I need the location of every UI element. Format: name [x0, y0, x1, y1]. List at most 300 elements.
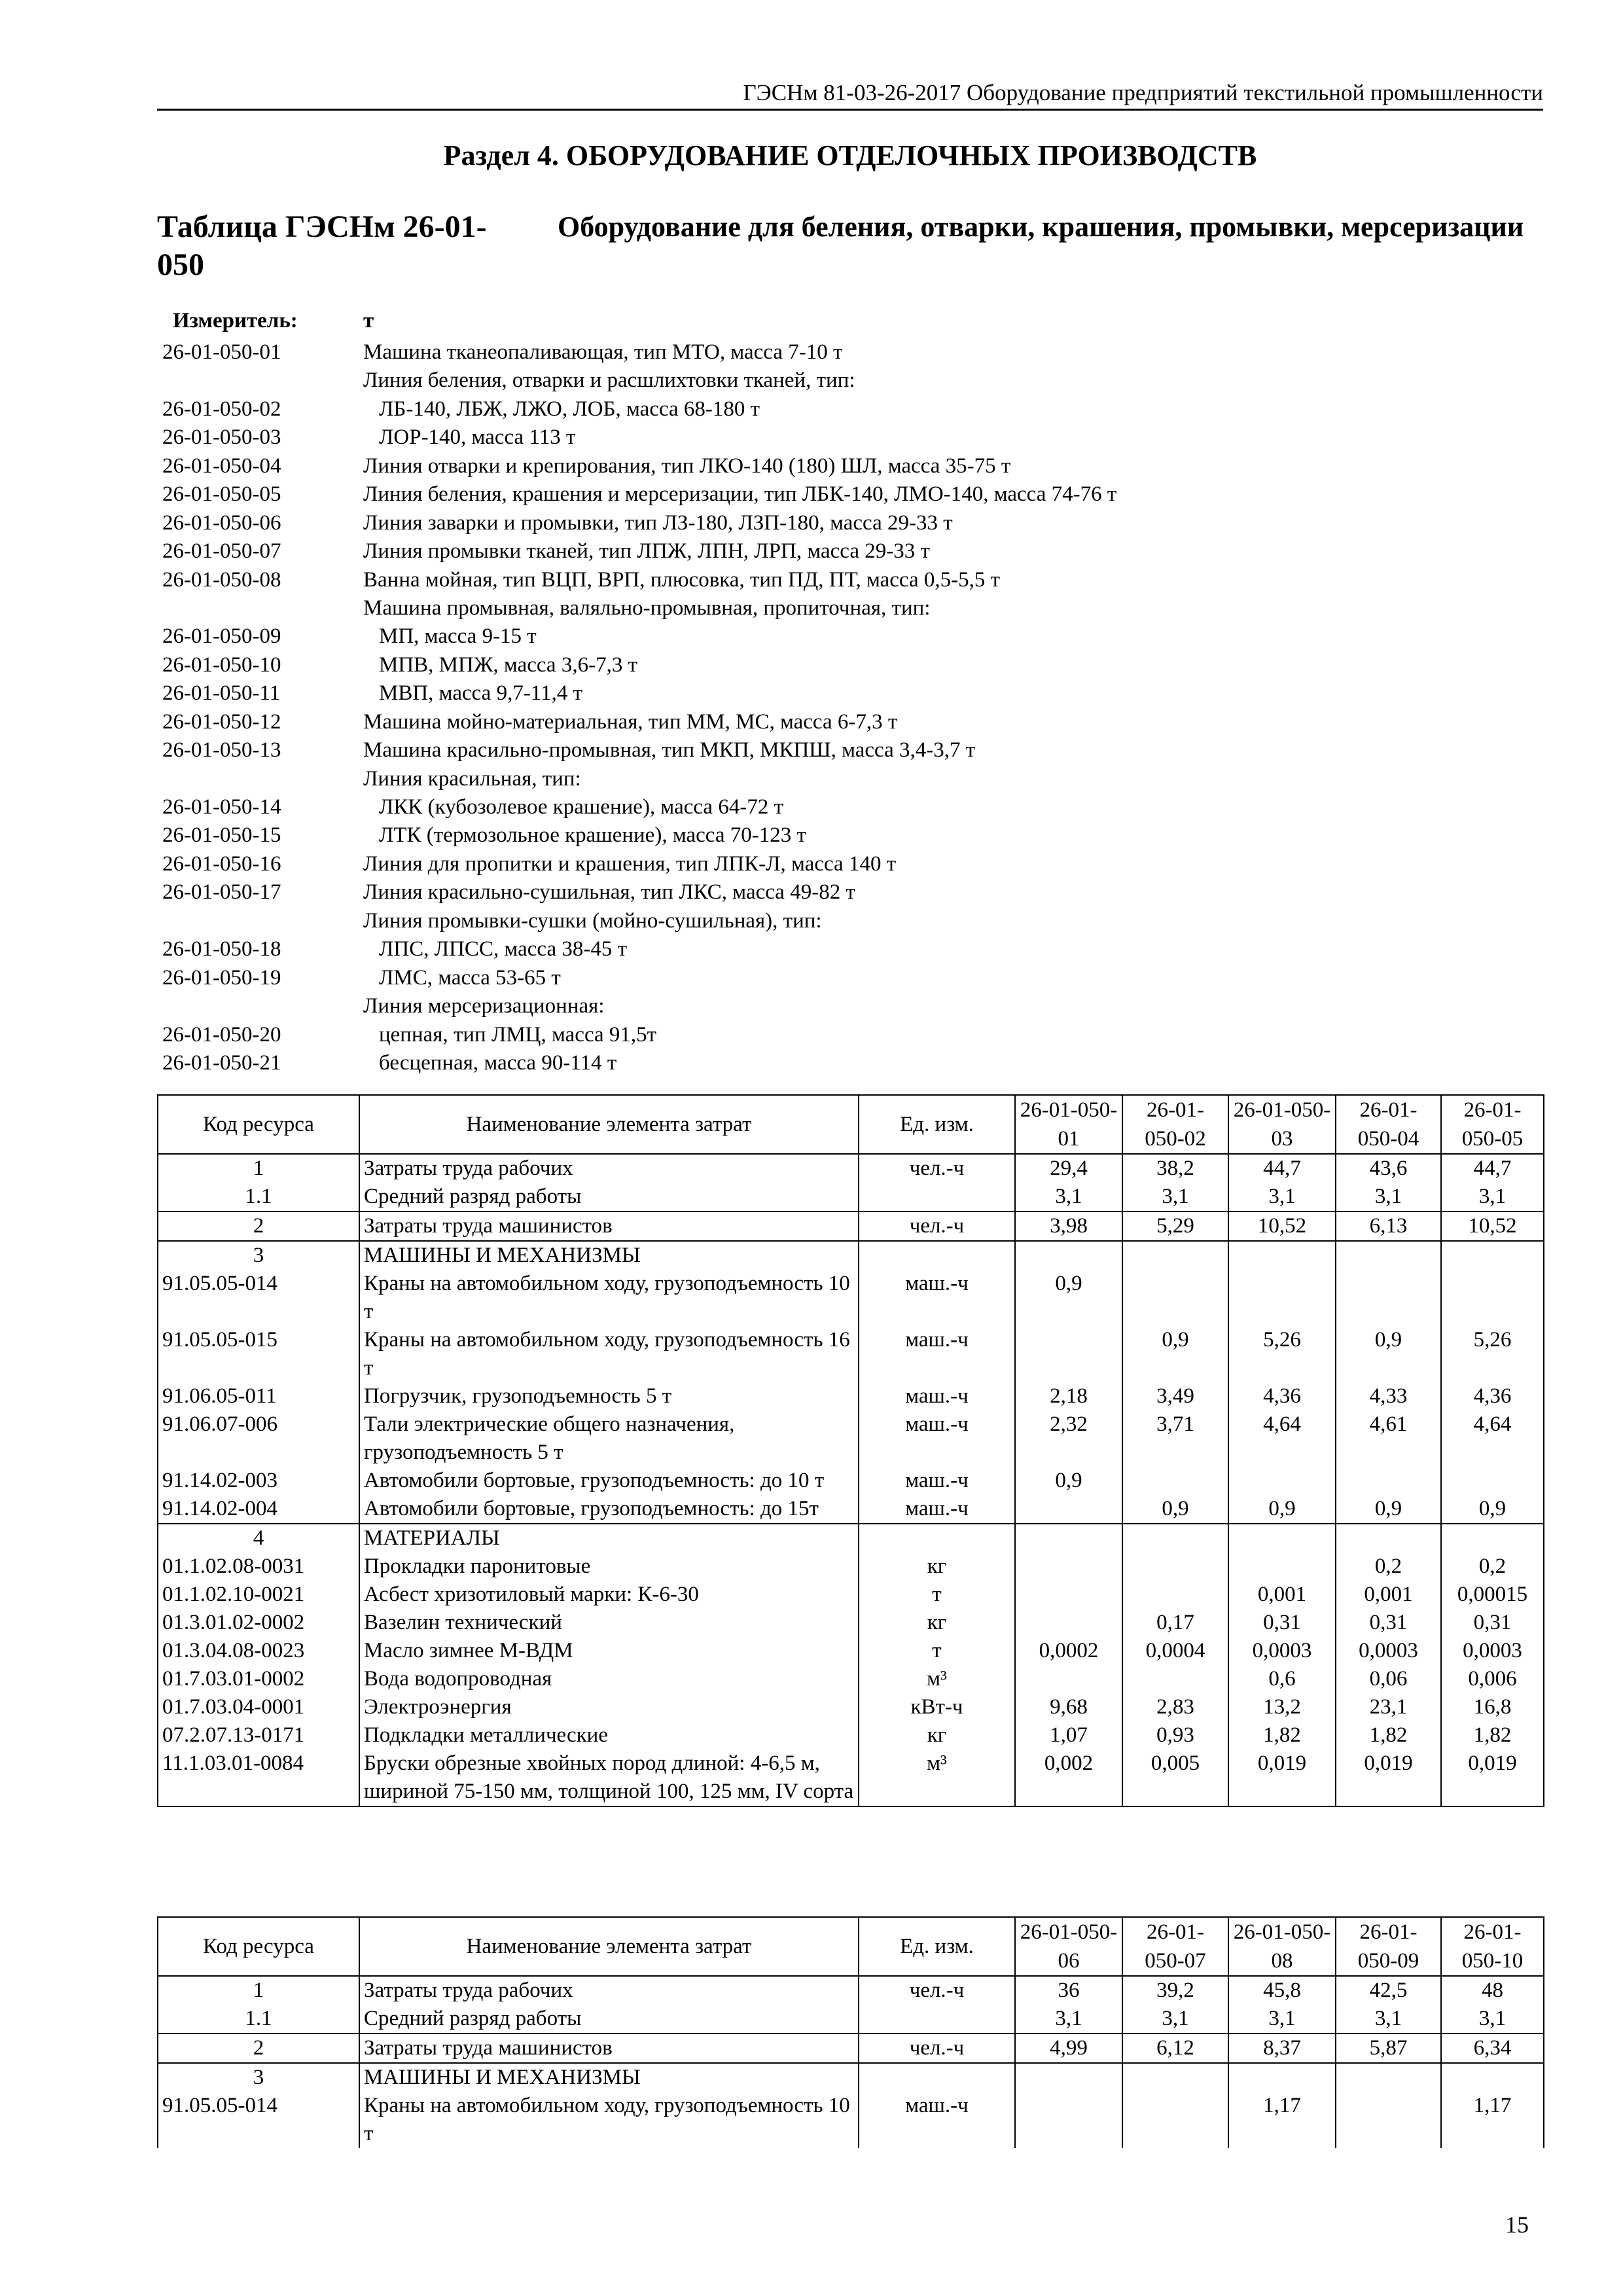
cell-unit: т: [859, 1637, 1015, 1665]
cell-value: 6,13: [1336, 1211, 1441, 1241]
cell-value: 5,26: [1441, 1326, 1544, 1382]
list-item: [157, 509, 1543, 537]
resource-table-2: [157, 1916, 1544, 2148]
cell-name: Автомобили бортовые, грузоподъемность: до 15т: [359, 1495, 859, 1524]
cell-code: 91.05.05-014: [158, 1270, 359, 1326]
list-item: [157, 821, 1543, 850]
cell-value: 3,1: [1015, 2005, 1122, 2034]
list-item: [157, 423, 1543, 452]
item-description: Линия беления, отварки и расшлихтовки тканей, тип:: [363, 368, 855, 393]
item-description: цепная, тип ЛМЦ, масса 91,5т: [379, 1022, 657, 1047]
header-unit: Ед. изм.: [859, 1095, 1015, 1154]
item-code: 26-01-050-02: [162, 397, 281, 421]
cell-value: 0,93: [1122, 1721, 1228, 1749]
header-col: 26-01-050-08: [1228, 1917, 1336, 1976]
header-col: 26-01-050-05: [1441, 1095, 1544, 1154]
cell-unit: маш.-ч: [859, 1495, 1015, 1524]
table-row: [158, 2005, 1544, 2034]
cell-value: 45,8: [1228, 1976, 1336, 2005]
cell-value: 3,1: [1228, 1183, 1336, 1211]
cell-code: 1: [158, 1154, 359, 1183]
cell-value: 4,61: [1336, 1410, 1441, 1467]
cell-code: 91.14.02-004: [158, 1495, 359, 1524]
cell-value: 6,34: [1441, 2034, 1544, 2063]
cell-code: 2: [158, 2034, 359, 2063]
cell-name: Средний разряд работы: [359, 2005, 859, 2034]
list-item: [157, 992, 1543, 1020]
cell-value: 1,17: [1228, 2092, 1336, 2148]
cell-unit: м³: [859, 1665, 1015, 1693]
cell-value: 13,2: [1228, 1693, 1336, 1721]
header-name: Наименование элемента затрат: [359, 1917, 859, 1976]
header-code: Код ресурса: [158, 1917, 359, 1976]
cell-code: 91.05.05-015: [158, 1326, 359, 1382]
item-description: Линия промывки-сушки (мойно-сушильная), тип:: [363, 908, 822, 933]
cell-name: Затраты труда рабочих: [359, 1154, 859, 1183]
cell-unit: т: [859, 1581, 1015, 1609]
cell-name: Асбест хризотиловый марки: К-6-30: [359, 1581, 859, 1609]
item-code: 26-01-050-15: [162, 823, 281, 848]
item-code: 26-01-050-09: [162, 624, 281, 649]
item-description: Ванна мойная, тип ВЦП, ВРП, плюсовка, тип ПД, ПТ, масса 0,5-5,5 т: [363, 567, 1001, 592]
item-description: ЛКК (кубозолевое крашение), масса 64-72 т: [379, 795, 783, 819]
table-row: [158, 2034, 1544, 2063]
cell-value: 10,52: [1228, 1211, 1336, 1241]
item-code: 26-01-050-10: [162, 653, 281, 677]
cell-value: 3,1: [1441, 1183, 1544, 1211]
cell-name: Вода водопроводная: [359, 1665, 859, 1693]
cell-value: [1441, 1467, 1544, 1495]
table-row: [158, 1581, 1544, 1609]
cell-value: 1,82: [1336, 1721, 1441, 1749]
cell-value: 2,18: [1015, 1382, 1122, 1410]
cell-value: 0,0003: [1228, 1637, 1336, 1665]
table-row: [158, 1721, 1544, 1749]
item-description: Линия мерсеризационная:: [363, 994, 605, 1018]
cell-value: 3,98: [1015, 1211, 1122, 1241]
cell-value: [1015, 1241, 1122, 1270]
cell-value: [1122, 1524, 1228, 1552]
cell-value: [1015, 1524, 1122, 1552]
item-code: 26-01-050-18: [162, 937, 281, 961]
cell-value: [1015, 1552, 1122, 1581]
list-item: [157, 736, 1543, 764]
item-code: 26-01-050-13: [162, 738, 281, 762]
cell-value: [1122, 1552, 1228, 1581]
cell-value: [1336, 1467, 1441, 1495]
cell-name: МАТЕРИАЛЫ: [359, 1524, 859, 1552]
list-item: [157, 1049, 1543, 1077]
item-description: ЛОР-140, масса 113 т: [379, 425, 576, 450]
cell-value: [1336, 2063, 1441, 2092]
running-header: ГЭСНм 81-03-26-2017 Оборудование предприятий текстильной промышленности: [157, 77, 1543, 111]
cell-unit: чел.-ч: [859, 2034, 1015, 2063]
item-description: Линия промывки тканей, тип ЛПЖ, ЛПН, ЛРП, масса 29-33 т: [363, 539, 930, 564]
item-description: ЛБ-140, ЛБЖ, ЛЖО, ЛОБ, масса 68-180 т: [379, 397, 760, 421]
cell-value: 39,2: [1122, 1976, 1228, 2005]
header-col: 26-01-050-09: [1336, 1917, 1441, 1976]
cell-code: 11.1.03.01-0084: [158, 1749, 359, 1806]
cell-value: [1336, 1270, 1441, 1326]
cell-value: 43,6: [1336, 1154, 1441, 1183]
table-row: [158, 1749, 1544, 1806]
cell-unit: маш.-ч: [859, 1467, 1015, 1495]
cell-value: 1,17: [1441, 2092, 1544, 2148]
cell-code: 91.06.05-011: [158, 1382, 359, 1410]
cell-unit: чел.-ч: [859, 1976, 1015, 2005]
cell-value: [1015, 1326, 1122, 1382]
cell-name: Автомобили бортовые, грузоподъемность: до 10 т: [359, 1467, 859, 1495]
cell-code: 01.1.02.08-0031: [158, 1552, 359, 1581]
cell-value: 0,019: [1228, 1749, 1336, 1806]
cell-value: [1015, 1665, 1122, 1693]
header-col: 26-01-050-10: [1441, 1917, 1544, 1976]
list-item: [157, 679, 1543, 708]
cell-name: МАШИНЫ И МЕХАНИЗМЫ: [359, 1241, 859, 1270]
cell-unit: маш.-ч: [859, 1382, 1015, 1410]
cell-code: 01.7.03.04-0001: [158, 1693, 359, 1721]
item-code: 26-01-050-19: [162, 965, 281, 990]
cell-value: [1015, 1609, 1122, 1637]
cell-value: 38,2: [1122, 1154, 1228, 1183]
cell-code: 2: [158, 1211, 359, 1241]
cell-code: 01.3.01.02-0002: [158, 1609, 359, 1637]
cell-unit: [859, 1524, 1015, 1552]
table-row: [158, 1637, 1544, 1665]
cell-value: 0,2: [1336, 1552, 1441, 1581]
cell-value: [1228, 1270, 1336, 1326]
cell-value: 0,06: [1336, 1665, 1441, 1693]
cell-unit: кг: [859, 1552, 1015, 1581]
cell-value: 44,7: [1441, 1154, 1544, 1183]
list-item: [157, 907, 1543, 935]
cell-code: 91.14.02-003: [158, 1467, 359, 1495]
header-name: Наименование элемента затрат: [359, 1095, 859, 1154]
item-description: Линия красильно-сушильная, тип ЛКС, масса 49-82 т: [363, 880, 855, 905]
header-col: 26-01-050-06: [1015, 1917, 1122, 1976]
item-description: Машина красильно-промывная, тип МКП, МКПШ, масса 3,4-3,7 т: [363, 738, 976, 762]
cell-value: [1336, 2092, 1441, 2148]
cell-value: 10,52: [1441, 1211, 1544, 1241]
cell-value: 3,1: [1122, 1183, 1228, 1211]
list-item: [157, 566, 1543, 594]
cell-value: [1441, 1270, 1544, 1326]
item-code: 26-01-050-08: [162, 567, 281, 592]
item-description: ЛТК (термозольное крашение), масса 70-123 т: [379, 823, 806, 848]
cell-value: 3,1: [1122, 2005, 1228, 2034]
item-description: МВП, масса 9,7-11,4 т: [379, 681, 583, 706]
cell-value: 0,001: [1228, 1581, 1336, 1609]
item-description: Машина мойно-материальная, тип ММ, МС, масса 6-7,3 т: [363, 709, 898, 734]
table-row: [158, 2092, 1544, 2148]
table-row: [158, 1524, 1544, 1552]
item-description: Машина промывная, валяльно-промывная, пропиточная, тип:: [363, 596, 931, 620]
cell-value: 4,36: [1228, 1382, 1336, 1410]
list-item: [157, 878, 1543, 906]
table-row: [158, 1495, 1544, 1524]
cell-value: 6,12: [1122, 2034, 1228, 2063]
cell-unit: [859, 1183, 1015, 1211]
list-item: [157, 338, 1543, 367]
cell-value: 3,49: [1122, 1382, 1228, 1410]
cell-value: [1015, 2063, 1122, 2092]
cell-value: [1122, 2063, 1228, 2092]
cell-value: 5,87: [1336, 2034, 1441, 2063]
cell-value: [1122, 2092, 1228, 2148]
cell-value: 0,9: [1441, 1495, 1544, 1524]
list-item: [157, 765, 1543, 793]
list-item: [157, 935, 1543, 963]
item-code: 26-01-050-21: [162, 1050, 281, 1075]
header-unit: Ед. изм.: [859, 1917, 1015, 1976]
item-description: ЛМС, масса 53-65 т: [379, 965, 561, 990]
cell-name: Краны на автомобильном ходу, грузоподъемность 10 т: [359, 2092, 859, 2148]
list-item: [157, 480, 1543, 509]
cell-value: 0,31: [1228, 1609, 1336, 1637]
item-description: МПВ, МПЖ, масса 3,6-7,3 т: [379, 653, 637, 677]
cell-value: 0,31: [1336, 1609, 1441, 1637]
item-code: 26-01-050-05: [162, 482, 281, 507]
cell-code: 07.2.07.13-0171: [158, 1721, 359, 1749]
cell-value: 4,64: [1228, 1410, 1336, 1467]
resource-table-1: [157, 1094, 1544, 1807]
item-description: ЛПС, ЛПСС, масса 38-45 т: [379, 937, 628, 961]
cell-value: 8,37: [1228, 2034, 1336, 2063]
cell-value: 3,1: [1336, 2005, 1441, 2034]
cell-name: Краны на автомобильном ходу, грузоподъемность 16 т: [359, 1326, 859, 1382]
table-row: [158, 2063, 1544, 2092]
header-col: 26-01-050-04: [1336, 1095, 1441, 1154]
cell-value: [1122, 1665, 1228, 1693]
table-row: [158, 1270, 1544, 1326]
cell-unit: чел.-ч: [859, 1211, 1015, 1241]
cell-value: 5,29: [1122, 1211, 1228, 1241]
cell-name: Средний разряд работы: [359, 1183, 859, 1211]
cell-unit: кг: [859, 1721, 1015, 1749]
cell-value: 3,1: [1228, 2005, 1336, 2034]
cell-value: 0,019: [1441, 1749, 1544, 1806]
header-col: 26-01-050-02: [1122, 1095, 1228, 1154]
cell-value: 0,9: [1122, 1326, 1228, 1382]
cell-name: Затраты труда рабочих: [359, 1976, 859, 2005]
cell-value: 0,6: [1228, 1665, 1336, 1693]
list-item: [157, 850, 1543, 878]
cell-value: 3,1: [1441, 2005, 1544, 2034]
cell-value: 48: [1441, 1976, 1544, 2005]
cell-code: 3: [158, 1241, 359, 1270]
cell-value: 1,82: [1228, 1721, 1336, 1749]
cell-value: 0,9: [1228, 1495, 1336, 1524]
cell-code: 1.1: [158, 1183, 359, 1211]
cell-value: 0,9: [1122, 1495, 1228, 1524]
cell-name: Затраты труда машинистов: [359, 1211, 859, 1241]
item-description: Линия отварки и крепирования, тип ЛКО-140 (180) ШЛ, масса 35-75 т: [363, 454, 1011, 478]
cell-value: 0,9: [1336, 1326, 1441, 1382]
item-code: 26-01-050-14: [162, 795, 281, 819]
header-code: Код ресурса: [158, 1095, 359, 1154]
cell-unit: [859, 1241, 1015, 1270]
cell-value: 0,0002: [1015, 1637, 1122, 1665]
cell-name: Краны на автомобильном ходу, грузоподъемность 10 т: [359, 1270, 859, 1326]
cell-unit: м³: [859, 1749, 1015, 1806]
table-row: [158, 1976, 1544, 2005]
table-row: [158, 1609, 1544, 1637]
cell-value: [1122, 1270, 1228, 1326]
cell-value: 0,0004: [1122, 1637, 1228, 1665]
table-row: [158, 1693, 1544, 1721]
table-row: [158, 1382, 1544, 1410]
item-description: МП, масса 9-15 т: [379, 624, 537, 649]
cell-code: 4: [158, 1524, 359, 1552]
cell-code: 3: [158, 2063, 359, 2092]
cell-unit: чел.-ч: [859, 1154, 1015, 1183]
table-caption: Оборудование для беления, отварки, крашения, промывки, мерсеризации: [558, 211, 1524, 243]
cell-code: 91.06.07-006: [158, 1410, 359, 1467]
table-row: [158, 1552, 1544, 1581]
cell-value: 0,9: [1015, 1270, 1122, 1326]
cell-value: [1336, 1241, 1441, 1270]
cell-value: 29,4: [1015, 1154, 1122, 1183]
cell-value: 2,32: [1015, 1410, 1122, 1467]
cell-name: Тали электрические общего назначения, грузоподъемность 5 т: [359, 1410, 859, 1467]
item-description: Линия для пропитки и крашения, тип ЛПК-Л, масса 140 т: [363, 852, 897, 876]
page-number: 15: [1505, 2212, 1529, 2238]
header-col: 26-01-050-03: [1228, 1095, 1336, 1154]
list-item: [157, 793, 1543, 821]
table-row: [158, 1211, 1544, 1241]
list-item: [157, 452, 1543, 480]
cell-value: [1228, 1467, 1336, 1495]
list-item: [157, 964, 1543, 992]
item-code: 26-01-050-01: [162, 340, 281, 364]
cell-value: 9,68: [1015, 1693, 1122, 1721]
cell-value: 0,005: [1122, 1749, 1228, 1806]
cell-value: [1015, 2092, 1122, 2148]
cell-name: МАШИНЫ И МЕХАНИЗМЫ: [359, 2063, 859, 2092]
cell-value: 3,1: [1015, 1183, 1122, 1211]
item-description: бесцепная, масса 90-114 т: [379, 1050, 617, 1075]
cell-code: 91.05.05-014: [158, 2092, 359, 2148]
table-number: Таблица ГЭСНм 26-01-050: [157, 209, 487, 282]
cell-value: 0,001: [1336, 1581, 1441, 1609]
list-item: [157, 622, 1543, 651]
cell-value: [1336, 1524, 1441, 1552]
cell-code: 01.3.04.08-0023: [158, 1637, 359, 1665]
item-code: 26-01-050-11: [162, 681, 281, 706]
item-description: Линия красильная, тип:: [363, 766, 581, 791]
cell-code: 01.7.03.01-0002: [158, 1665, 359, 1693]
table-row: [158, 1467, 1544, 1495]
table-row: [158, 1410, 1544, 1467]
cell-value: [1015, 1495, 1122, 1524]
cell-value: 36: [1015, 1976, 1122, 2005]
cell-unit: маш.-ч: [859, 1326, 1015, 1382]
cell-value: 0,2: [1441, 1552, 1544, 1581]
table-row: [158, 1241, 1544, 1270]
cell-value: 23,1: [1336, 1693, 1441, 1721]
cell-name: Вазелин технический: [359, 1609, 859, 1637]
cell-value: 16,8: [1441, 1693, 1544, 1721]
cell-value: 42,5: [1336, 1976, 1441, 2005]
cell-value: 4,64: [1441, 1410, 1544, 1467]
cell-value: 0,31: [1441, 1609, 1544, 1637]
list-item: [157, 395, 1543, 423]
table-row: [158, 1183, 1544, 1211]
list-item: [157, 594, 1543, 622]
cell-value: [1441, 1241, 1544, 1270]
table-row: [158, 1665, 1544, 1693]
cell-code: 01.1.02.10-0021: [158, 1581, 359, 1609]
cell-value: 4,36: [1441, 1382, 1544, 1410]
cell-value: 0,0003: [1336, 1637, 1441, 1665]
item-list: [157, 338, 1543, 1077]
cell-code: 1.1: [158, 2005, 359, 2034]
cell-name: Бруски обрезные хвойных пород длиной: 4-6,5 м, шириной 75-150 мм, толщиной 100, 125 мм, IV сорта: [359, 1749, 859, 1806]
cell-unit: [859, 2005, 1015, 2034]
cell-value: [1015, 1581, 1122, 1609]
cell-unit: кг: [859, 1609, 1015, 1637]
list-item: [157, 651, 1543, 679]
cell-value: 5,26: [1228, 1326, 1336, 1382]
cell-value: 0,019: [1336, 1749, 1441, 1806]
item-code: 26-01-050-16: [162, 852, 281, 876]
cell-value: 4,33: [1336, 1382, 1441, 1410]
item-code: 26-01-050-06: [162, 511, 281, 535]
cell-value: 0,002: [1015, 1749, 1122, 1806]
item-description: Линия беления, крашения и мерсеризации, тип ЛБК-140, ЛМО-140, масса 74-76 т: [363, 482, 1117, 507]
cell-value: 3,1: [1336, 1183, 1441, 1211]
cell-unit: маш.-ч: [859, 1410, 1015, 1467]
table-row: [158, 1326, 1544, 1382]
item-code: 26-01-050-12: [162, 709, 281, 734]
cell-unit: кВт-ч: [859, 1693, 1015, 1721]
cell-value: [1122, 1467, 1228, 1495]
cell-value: 4,99: [1015, 2034, 1122, 2063]
cell-value: [1228, 1524, 1336, 1552]
cell-name: Подкладки металлические: [359, 1721, 859, 1749]
cell-value: 2,83: [1122, 1693, 1228, 1721]
section-title: Раздел 4. ОБОРУДОВАНИЕ ОТДЕЛОЧНЫХ ПРОИЗВОДСТВ: [443, 139, 1257, 171]
table-row: [158, 1154, 1544, 1183]
item-code: 26-01-050-03: [162, 425, 281, 450]
cell-value: [1441, 2063, 1544, 2092]
list-item: [157, 1021, 1543, 1049]
list-item: [157, 537, 1543, 565]
item-code: 26-01-050-07: [162, 539, 281, 564]
cell-value: [1441, 1524, 1544, 1552]
cell-value: 3,71: [1122, 1410, 1228, 1467]
item-code: 26-01-050-17: [162, 880, 281, 905]
measure-label: Измеритель:: [173, 309, 298, 332]
cell-unit: маш.-ч: [859, 1270, 1015, 1326]
cell-value: [1122, 1581, 1228, 1609]
cell-value: [1228, 2063, 1336, 2092]
item-description: Машина тканеопаливающая, тип МТО, масса 7-10 т: [363, 340, 843, 364]
cell-value: 0,9: [1015, 1467, 1122, 1495]
cell-name: Прокладки паронитовые: [359, 1552, 859, 1581]
cell-value: 0,00015: [1441, 1581, 1544, 1609]
cell-value: 1,07: [1015, 1721, 1122, 1749]
cell-value: [1228, 1241, 1336, 1270]
list-item: [157, 367, 1543, 395]
cell-value: 0,9: [1336, 1495, 1441, 1524]
item-description: Линия заварки и промывки, тип ЛЗ-180, ЛЗП-180, масса 29-33 т: [363, 511, 953, 535]
header-col: 26-01-050-01: [1015, 1095, 1122, 1154]
cell-name: Масло зимнее М-ВДМ: [359, 1637, 859, 1665]
header-col: 26-01-050-07: [1122, 1917, 1228, 1976]
cell-value: [1122, 1241, 1228, 1270]
cell-unit: маш.-ч: [859, 2092, 1015, 2148]
